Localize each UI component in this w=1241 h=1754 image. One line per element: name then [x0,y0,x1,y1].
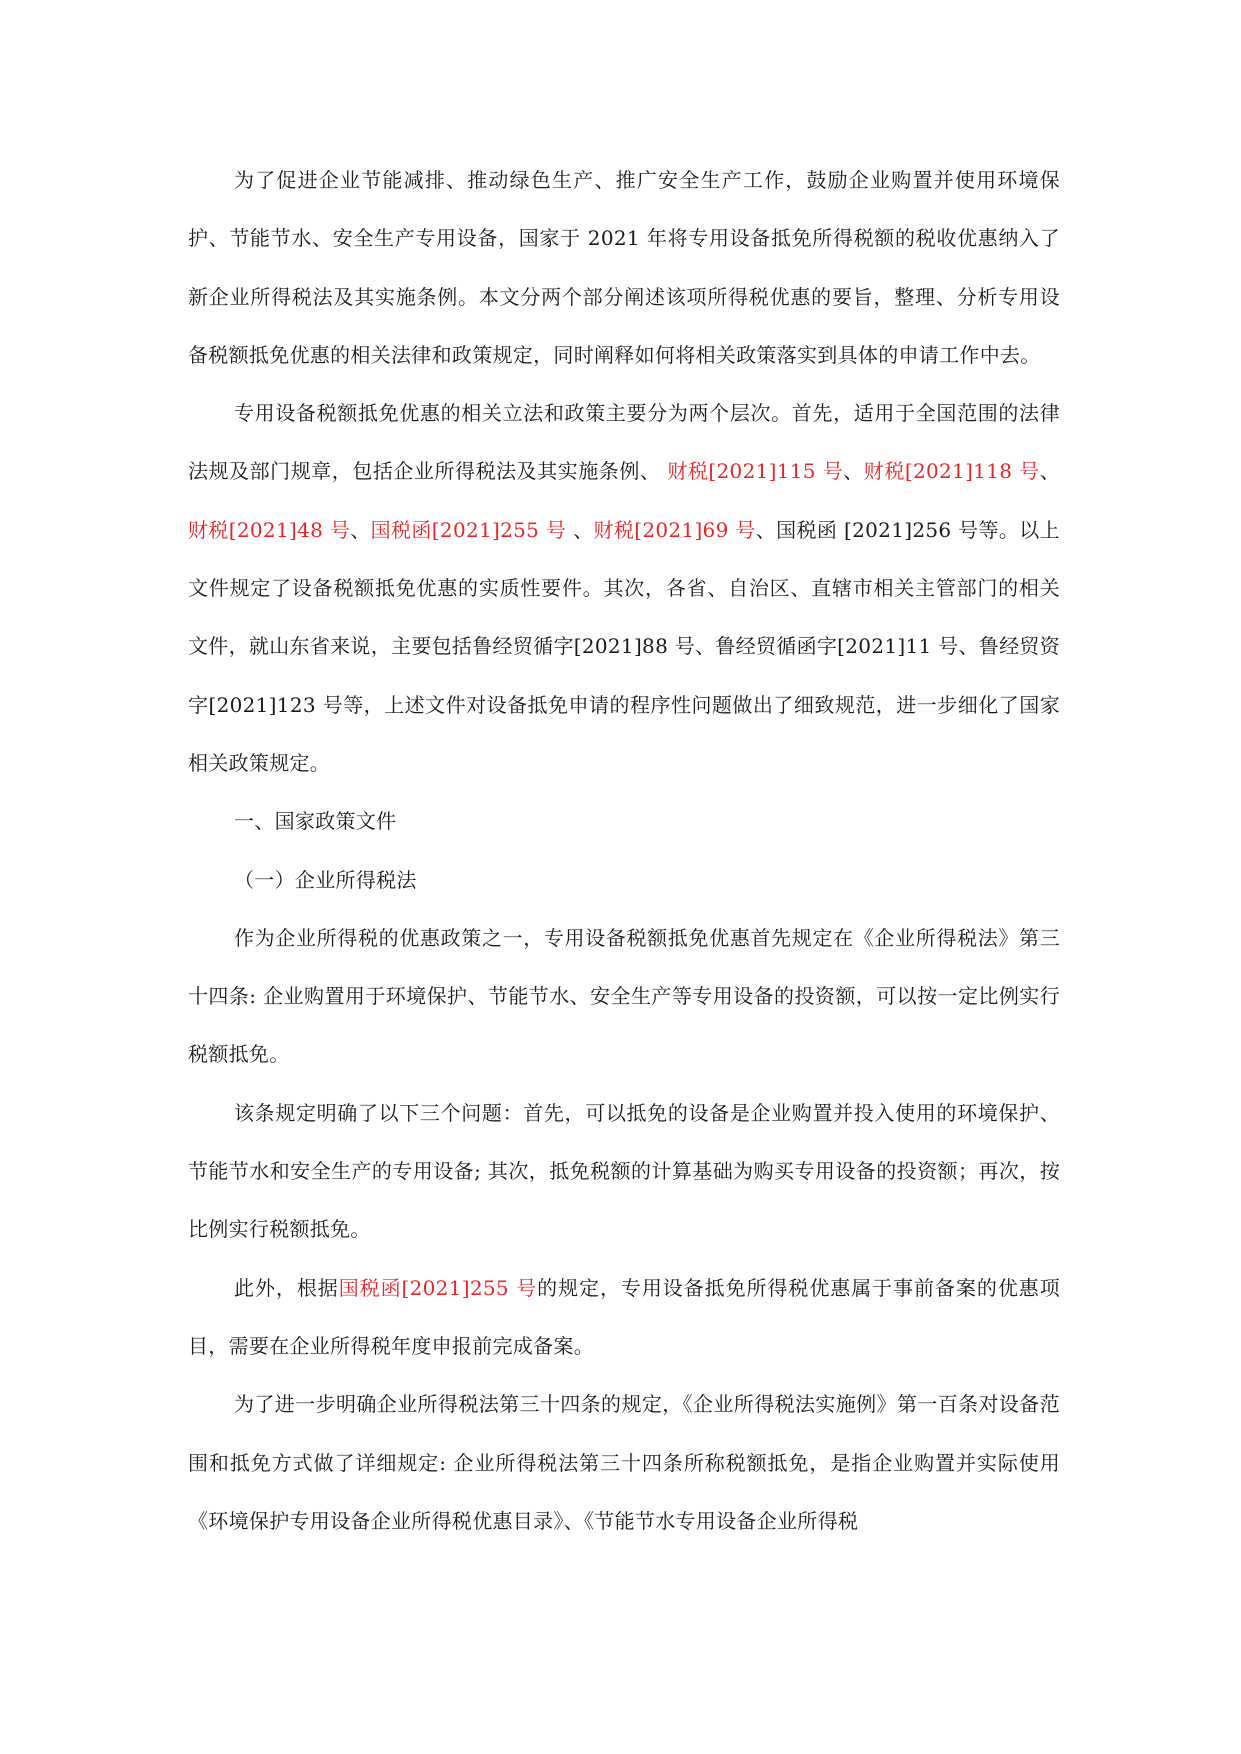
paragraph-intro [188,151,1060,384]
policy-reference-link[interactable]: 财税[2021]48 号 [188,517,351,542]
policy-reference-link[interactable]: 财税[2021]118 号 [863,459,1040,484]
text-segment: 、 [1039,459,1061,484]
document-body [188,151,1060,1550]
text-segment: （一）企业所得税法 [234,867,417,892]
text-segment: 为了进一步明确企业所得税法第三十四条的规定，《企业所得税法实施例》第一百条对设备范围和抵免方式做了详细规定: 企业所得税法第三十四条所称税额抵免，是指企业购置并实际使用《环境保护专用设备企业所得税优惠目录》、《节能节水专用设备企业所得税 [188,1392,1060,1533]
text-segment: 、 [350,517,371,542]
text-segment: 专用设备税额抵免优惠的相关立法和政策主要分为两个层次。首先，适用于全国范围的法律法规及部门规章，包括企业所得税法及其实施条例、 [188,401,1060,484]
policy-reference-link[interactable]: 财税[2021]69 号 [593,517,756,542]
paragraph-article-34 [188,909,1060,1084]
text-segment: 、国税函 [2021]256 号等。以上文件规定了设备税额抵免优惠的实质性要件。其次，各省、自治区、直辖市相关主管部门的相关文件，就山东省来说，主要包括鲁经贸循字[2021]88 号、鲁经贸循函字[2021]11 号、鲁经贸资字[2021]123 号等，上述文件对设备抵免申请的程序性问题做出了细致规范，进一步细化了国家相关政策规定。 [188,517,1060,775]
paragraph-policy-levels [188,384,1060,792]
paragraph-filing [188,1259,1060,1376]
policy-reference-link[interactable]: 财税[2021]115 号 [667,459,844,484]
paragraph-three-issues [188,1084,1060,1259]
text-segment: 作为企业所得税的优惠政策之一，专用设备税额抵免优惠首先规定在《企业所得税法》第三十四条: 企业购置用于环境保护、节能节水、安全生产等专用设备的投资额，可以按一定比例实行税额抵免。 [188,925,1060,1067]
text-segment: 、 [566,517,594,542]
text-segment: 该条规定明确了以下三个问题：首先，可以抵免的设备是企业购置并投入使用的环境保护、节能节水和安全生产的专用设备; 其次，抵免税额的计算基础为购买专用设备的投资额；再次，按比例实行税额抵免。 [188,1100,1060,1242]
text-segment: 一、国家政策文件 [234,809,397,834]
text-segment: 的规定，专用设备抵免所得税优惠属于事前备案的优惠项目，需要在企业所得税年度申报前完成备案。 [188,1275,1060,1358]
policy-reference-link[interactable]: 国税函[2021]255 号 [338,1275,538,1300]
section-heading [188,792,1060,850]
text-segment: 、 [843,459,864,484]
text-segment: 为了促进企业节能减排、推动绿色生产、推广安全生产工作，鼓励企业购置并使用环境保护、节能节水、安全生产专用设备，国家于 2021 年将专用设备抵免所得税额的税收优惠纳入了新企业所得税法及其实施条例。本文分两个部分阐述该项所得税优惠的要旨，整理、分析专用设备税额抵免优惠的相关法律和政策规定，同时阐释如何将相关政策落实到具体的申请工作中去。 [188,168,1060,367]
policy-reference-link[interactable]: 国税函[2021]255 号 [370,517,567,542]
subsection-heading [188,851,1060,909]
paragraph-implementation-rules [188,1375,1060,1550]
text-segment: 此外，根据 [234,1275,339,1300]
